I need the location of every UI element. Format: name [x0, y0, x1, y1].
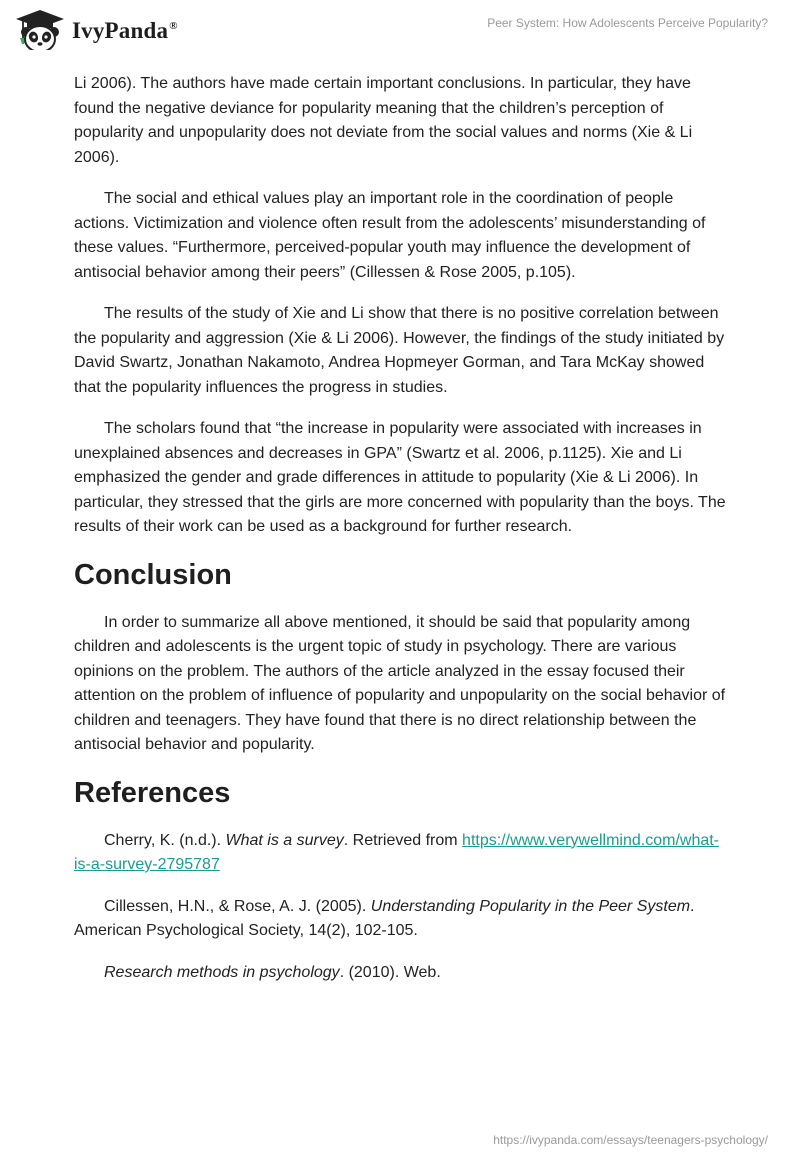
reference-item — [74, 829, 726, 878]
page-header — [0, 0, 800, 66]
reference-title: Research methods in psychology — [104, 963, 340, 981]
conclusion-heading: Conclusion — [74, 558, 232, 591]
reference-item — [74, 961, 726, 986]
reference-details: . American Psychological Society, 14(2), 102-105. — [74, 897, 695, 939]
paragraph-2: The social and ethical values play an important role in the coordination of people actions. Victimization and violence often result from the adolescents’ misunderstanding of these values. “Furthermore, perceived-popular youth may influence the development of antisocial behavior among their peers” (Cillessen & Rose 2005, p.105). — [74, 190, 706, 281]
reference-title: What is a survey — [225, 831, 344, 849]
reference-author: Cillessen, H.N., & Rose, A. J. (2005). — [104, 897, 371, 915]
reference-details: . (2010). Web. — [339, 963, 441, 981]
paragraph-3: The results of the study of Xie and Li show that there is no positive correlation between the popularity and aggression (Xie & Li 2006). However, the findings of the study initiated by David Swartz, Jonathan Nakamoto, Andrea Hopmeyer Gorman, and Tara McKay showed that the popularity influences the progress in studies. — [74, 305, 725, 396]
conclusion-paragraph: In order to summarize all above mentioned, it should be said that popularity among children and adolescents is the urgent topic of study in psychology. There are various opinions on the problem. The authors of the article analyzed in the essay focused their attention on the problem of influence of popularity and unpopularity on the social behavior of children and teenagers. They have found that there is no direct relationship between the antisocial behavior and popularity. — [74, 613, 726, 753]
logo-text: IvyPanda — [72, 18, 169, 43]
reference-author: Cherry, K. (n.d.). — [104, 831, 226, 849]
logo-wordmark — [72, 18, 178, 44]
references-heading: References — [74, 776, 231, 809]
essay-content — [74, 72, 726, 1002]
reference-title: Understanding Popularity in the Peer System — [370, 897, 691, 915]
reference-details: . Retrieved from — [343, 831, 463, 849]
paragraph-4: The scholars found that “the increase in popularity were associated with increases in unexplained absences and decreases in GPA” (Swartz et al. 2006, p.1125). Xie and Li emphasized the gender and grade differences in attitude to popularity (Xie & Li 2006). In particular, they stressed that the girls are more concerned with popularity than the boys. The results of their work can be used as a background for further research. — [74, 420, 726, 535]
reference-item — [74, 895, 726, 944]
panda-graduation-icon — [14, 8, 66, 54]
running-title: Peer System: How Adolescents Perceive Popularity? — [487, 16, 768, 30]
registered-mark: ® — [169, 20, 178, 33]
ivypanda-logo[interactable] — [14, 8, 178, 54]
paragraph-1: Li 2006). The authors have made certain important conclusions. In particular, they have found the negative deviance for popularity meaning that the children’s perception of popularity and unpopularity does not deviate from the social values and norms (Xie & Li 2006). — [74, 75, 693, 166]
footer-url[interactable]: https://ivypanda.com/essays/teenagers-psychology/ — [493, 1133, 768, 1147]
reference-link[interactable]: https://www.verywellmind.com/what-is-a-survey-2795787 — [74, 831, 720, 873]
